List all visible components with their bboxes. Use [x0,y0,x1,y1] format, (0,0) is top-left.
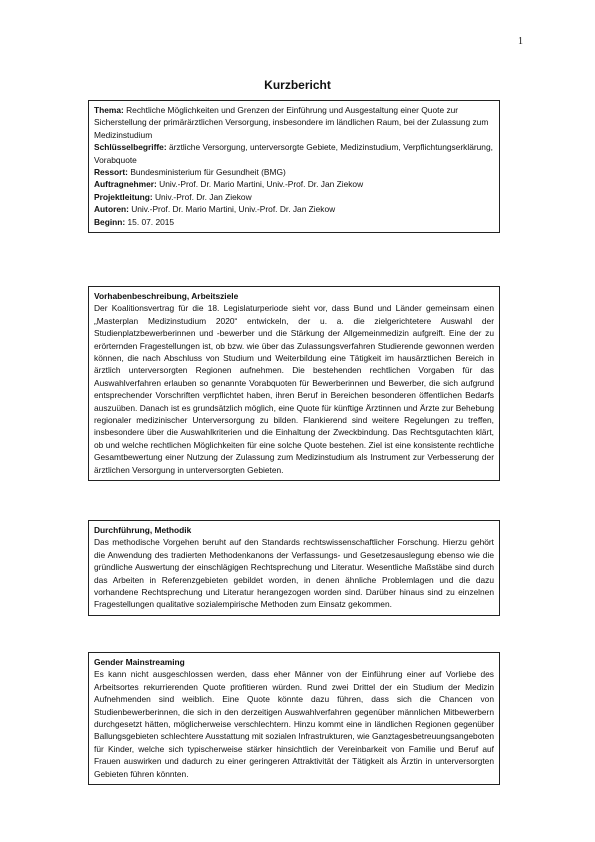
info-box [88,100,500,233]
page-title: Kurzbericht [264,78,331,92]
methodik-heading: Durchführung, Methodik [94,525,192,535]
gender-heading: Gender Mainstreaming [94,657,185,667]
ressort-value: Bundesministerium für Gesundheit (BMG) [130,167,286,178]
autoren-value: Univ.-Prof. Dr. Mario Martini, Univ.-Prof. Dr. Jan Ziekow [131,204,336,215]
schluessel-value: ärztliche Versorgung, unterversorgte Gebiete, Medizinstudium, Verpflichtungserklärung, Vorabquote [94,142,493,165]
thema-label: Thema: [94,105,124,115]
beginn-row [94,216,494,228]
vorhaben-text: Der Koalitionsvertrag für die 18. Legislaturperiode sieht vor, dass Bund und Länder gemeinsam einen „Masterplan Medizinstudium 2020“ entwickeln, der u. a. die zielgerichtetere Auswahl der Studienplatzbewerberinnen und -bewerber und die Stärkung der Allgemeinmedizin aufgreift. Eine der zu erörternden Fragestellungen ist, ob bzw. wie über das Zulassungsverfahren Studierende gewonnen werden können, die nach Abschluss von Studium und Weiterbildung eine Tätigkeit im hausärztlichen Bereich in ärztlich unterversorgten Regionen aufnehmen. Die bestehenden rechtlichen Vorgaben für das Auswahlverfahren erlauben so genannte Vorabquoten für Bewerberinnen und Bewerber, die sich aufgrund entsprechender Vorschriften verpflichtet haben, ihren Beruf in Bereichen besonderen öffentlichen Bedarfs auszuüben. Danach ist es grundsätzlich möglich, eine Quote für künftige Ärztinnen und Ärzte zur Behebung regionaler medizinischer Unterversorgung zu bilden. Flankierend sind weitere Regelungen zu treffen, insbesondere über die Auswahlkriterien und die Einhaltung der Zweckbindung. Das Rechtsgutachten klärt, ob und welche rechtlichen Möglichkeiten für eine solche Quote bestehen. Ziel ist eine konsistente rechtliche Gesamtbewertung einer Nutzung der Zulassung zum Medizinstudium als Instrument zur Verbesserung der ärztlichen Versorgung in unterversorgten Gebieten. [94,303,494,475]
schluessel-row [94,141,494,166]
vorhaben-box [88,286,500,481]
page-number: 1 [518,36,523,47]
gender-text: Es kann nicht ausgeschlossen werden, dass eher Männer von der Einführung einer auf Vorliebe des Arbeitsortes rekurrierenden Quote profitieren würden. Rund zwei Drittel der ein Studium der Medizin Aufnehmenden sind weiblich. Eine Quote könnte dazu führen, dass sich die Chancen von Studienbewerberinnen, die sich in den derzeitigen Auswahlverfahren gegenüber männlichen Mitbewerbern durchgesetzt hätten, möglicherweise verschlechtern. Hinzu kommt eine in ländlichen Regionen gegenüber Ballungsgebieten schlechtere Ausstattung mit sozialen Infrastrukturen, wie Ganztagesbetreuungsangeboten für Kinder, welche sich typischerweise stärker hinsichtlich der Vereinbarkeit von Familie und Beruf auf Frauen auswirken und dadurch zu einer geringeren Attraktivität der Tätigkeit als Ärztin in unterversorgten Gebieten führen könnten. [94,669,494,779]
schluessel-label: Schlüsselbegriffe: [94,142,167,153]
beginn-value: 15. 07. 2015 [127,216,175,227]
ressort-row [94,166,494,178]
projektleitung-row [94,191,494,203]
thema-row [94,104,494,141]
methodik-text: Das methodische Vorgehen beruht auf den Standards rechtswissenschaftlicher Forschung. Hierzu gehört die Anwendung des tradierten Methodenkanons der Verfassungs- und Gesetzesauslegung ebenso wie die gründliche Auswertung der einschlägigen Rechtsprechung und Literatur. Wesentliche Maßstäbe sind durch das Arbeiten in Referenzgebieten gebildet worden, in denen ähnliche Problemlagen und die dazu vorhandene Rechtsprechung und Literatur herangezogen worden sind. Darüber hinaus sind zu einzelnen Fragestellungen qualitative sozialempirische Methoden zum Einsatz gekommen. [94,537,494,610]
autoren-row [94,203,494,215]
thema-value: Rechtliche Möglichkeiten und Grenzen der Einführung und Ausgestaltung einer Quote zur Sicherstellung der primärärztlichen Versorgung, insbesondere im ländlichen Raum, bei der Zulassung zum Medizinstudium [94,105,489,140]
methodik-box [88,520,500,616]
auftragnehmer-row [94,178,494,190]
vorhaben-heading: Vorhabenbeschreibung, Arbeitsziele [94,291,239,301]
projektleitung-value: Univ.-Prof. Dr. Jan Ziekow [154,191,252,202]
projektleitung-label: Projektleitung: [94,191,153,202]
auftragnehmer-value: Univ.-Prof. Dr. Mario Martini, Univ.-Prof. Dr. Jan Ziekow [159,179,364,190]
gender-box [88,652,500,785]
beginn-label: Beginn: [94,216,126,227]
auftragnehmer-label: Auftragnehmer: [94,179,157,190]
ressort-label: Ressort: [94,167,128,178]
autoren-label: Autoren: [94,204,129,215]
